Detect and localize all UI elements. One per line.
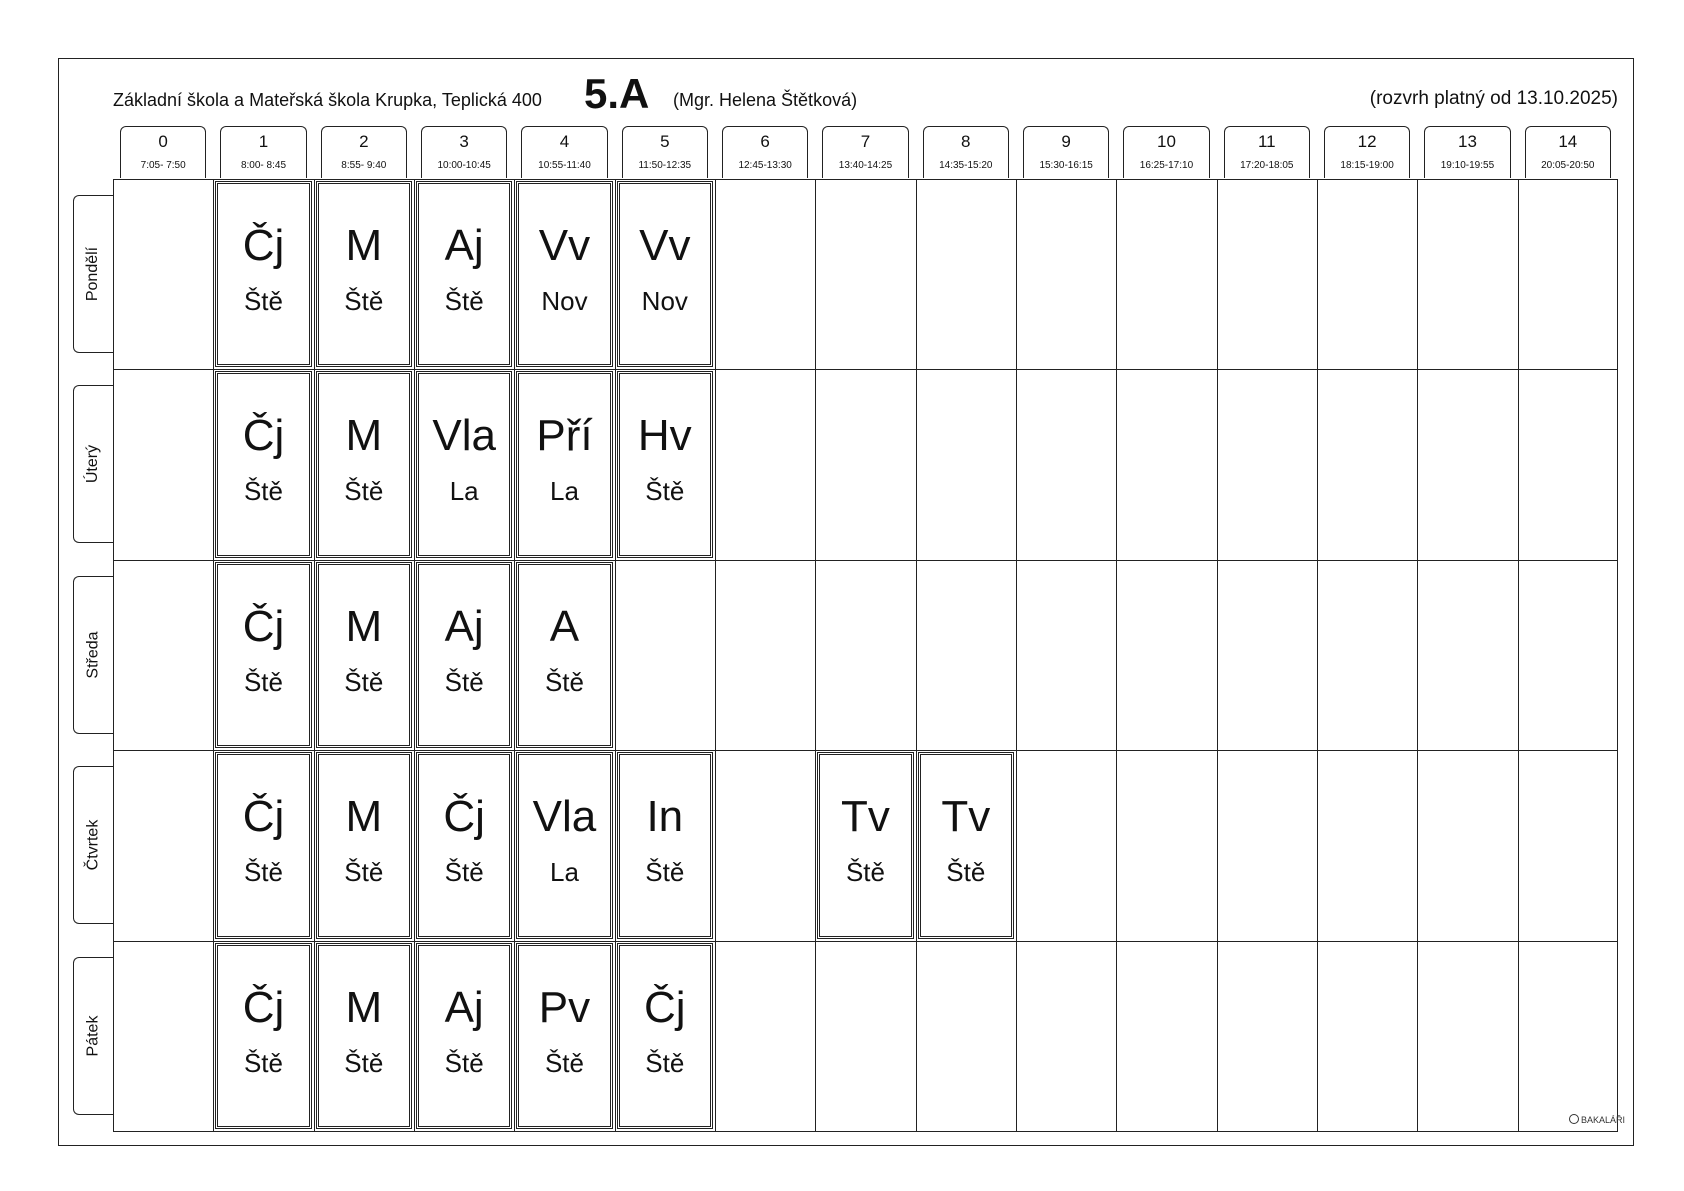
lesson-cell: [516, 752, 612, 938]
lesson-cell: [316, 943, 412, 1129]
lesson-subject: Pv: [538, 982, 591, 1032]
lesson-subject: M: [345, 601, 383, 651]
lesson-subject: Čj: [242, 982, 285, 1032]
grid-column-divider: [314, 180, 315, 1131]
valid-from: (rozvrh platný od 13.10.2025): [1369, 88, 1618, 109]
grid-column-divider: [1217, 180, 1218, 1131]
lesson-cell: [416, 371, 512, 557]
lesson-subject: Vla: [432, 411, 496, 461]
period-number: 12: [1357, 132, 1377, 151]
lesson-teacher: Ště: [243, 857, 283, 888]
bakalari-logo: [1569, 1114, 1625, 1125]
grid-column-divider: [1417, 180, 1418, 1131]
school-name: Základní škola a Mateřská škola Krupka, Teplická 400: [113, 90, 542, 110]
grid-row-divider: [114, 369, 1617, 370]
grid-column-divider: [715, 180, 716, 1131]
period-header-7: [822, 126, 908, 178]
lesson-teacher: Ště: [243, 1047, 283, 1078]
period-number: 3: [459, 132, 469, 151]
period-number: 14: [1558, 132, 1578, 151]
grid-column-divider: [1518, 180, 1519, 1131]
period-time: 10:55-11:40: [538, 160, 591, 171]
lesson-cell: [316, 752, 412, 938]
period-time: 19:10-19:55: [1440, 160, 1495, 171]
logo-text: BAKALÁŘI: [1581, 1115, 1626, 1125]
lesson-cell: [617, 181, 713, 367]
class-name: 5.A: [584, 70, 650, 117]
period-header-0: [120, 126, 206, 178]
lesson-teacher: Ště: [645, 857, 685, 888]
period-time: 8:55- 9:40: [341, 160, 387, 171]
day-tab-2: [73, 576, 113, 734]
lesson-subject: In: [646, 792, 684, 842]
period-number: 1: [258, 132, 269, 151]
lesson-teacher: Ště: [444, 286, 484, 316]
lesson-cell: [516, 562, 612, 748]
lesson-subject: M: [345, 982, 383, 1032]
lesson-subject: Čj: [443, 792, 485, 842]
lesson-teacher: Ště: [344, 286, 384, 316]
lesson-cell: [416, 562, 512, 748]
period-time: 20:05-20:50: [1541, 160, 1595, 171]
lesson-cell: [316, 562, 412, 748]
grid-column-divider: [815, 180, 816, 1131]
day-tab-0: [73, 195, 113, 353]
lesson-cell: [316, 371, 412, 557]
grid-column-divider: [514, 180, 515, 1131]
lesson-subject: Tv: [841, 792, 890, 842]
period-header-13: [1424, 126, 1510, 178]
grid-column-divider: [213, 180, 214, 1131]
lesson-subject: M: [345, 792, 383, 842]
grid-column-divider: [1016, 180, 1017, 1131]
lesson-teacher: Ště: [344, 857, 384, 888]
period-time: 17:20-18:05: [1240, 160, 1294, 171]
lesson-teacher: Ště: [845, 857, 885, 888]
lesson-subject: Pří: [536, 411, 593, 461]
lesson-cell: [516, 181, 612, 367]
lesson-teacher: La: [550, 857, 579, 888]
lesson-teacher: Ště: [243, 476, 283, 507]
lesson-subject: Vla: [532, 792, 597, 842]
lesson-subject: Hv: [637, 411, 692, 461]
period-time: 8:00- 8:45: [240, 160, 287, 171]
lesson-cell: [416, 943, 512, 1129]
lesson-cell: [918, 752, 1014, 938]
period-header-4: [521, 126, 607, 178]
period-header-14: [1525, 126, 1611, 178]
period-number: 13: [1457, 132, 1477, 151]
period-header-5: [622, 126, 708, 178]
day-label: Čtvrtek: [84, 819, 102, 871]
day-tab-1: [73, 385, 113, 543]
lesson-teacher: La: [449, 476, 479, 507]
period-number: 7: [860, 132, 871, 151]
timetable-grid: [113, 179, 1618, 1132]
period-time: 14:35-15:20: [939, 160, 993, 171]
lesson-cell: [617, 371, 713, 557]
lesson-subject: Čj: [242, 411, 285, 461]
period-time: 10:00-10:45: [437, 160, 491, 171]
grid-column-divider: [1317, 180, 1318, 1131]
lesson-teacher: Ště: [645, 476, 685, 507]
lesson-cell: [215, 752, 311, 938]
period-number: 9: [1061, 132, 1071, 151]
period-header-1: [220, 126, 306, 178]
bakalari-logo-icon: [1569, 1114, 1579, 1124]
lesson-teacher: Ště: [444, 1047, 484, 1078]
grid-column-divider: [1116, 180, 1117, 1131]
day-tab-3: [73, 766, 113, 924]
period-header-6: [722, 126, 808, 178]
period-number: 0: [158, 132, 168, 151]
lesson-teacher: Nov: [641, 286, 688, 316]
lesson-subject: Čj: [242, 221, 285, 270]
lesson-teacher: Ště: [544, 666, 584, 697]
class-teacher: (Mgr. Helena Štětková): [673, 90, 858, 110]
grid-row-divider: [114, 941, 1617, 942]
lesson-subject: M: [345, 221, 383, 270]
lesson-cell: [416, 752, 512, 938]
day-label: Pátek: [84, 1015, 102, 1057]
period-time: 7:05- 7:50: [140, 160, 186, 171]
grid-column-divider: [414, 180, 415, 1131]
lesson-teacher: Ště: [344, 476, 384, 507]
lesson-subject: Aj: [444, 982, 484, 1032]
lesson-subject: Čj: [242, 792, 285, 842]
lesson-cell: [215, 943, 311, 1129]
lesson-teacher: Ště: [243, 286, 283, 316]
lesson-subject: Tv: [941, 792, 991, 842]
period-time: 12:45-13:30: [738, 160, 792, 171]
period-number: 11: [1257, 132, 1276, 151]
lesson-cell: [316, 181, 412, 367]
period-header-10: [1123, 126, 1209, 178]
lesson-teacher: Nov: [541, 286, 588, 316]
lesson-subject: Čj: [242, 601, 285, 651]
period-time: 13:40-14:25: [838, 160, 893, 171]
period-number: 5: [660, 132, 670, 151]
lesson-teacher: Ště: [344, 1047, 384, 1078]
lesson-teacher: Ště: [344, 666, 384, 697]
period-number: 4: [559, 132, 570, 151]
period-header-11: [1224, 126, 1310, 178]
lesson-cell: [215, 181, 311, 367]
lesson-subject: Aj: [444, 221, 484, 270]
lesson-cell: [416, 181, 512, 367]
lesson-teacher: Ště: [444, 666, 484, 697]
lesson-subject: Vv: [639, 221, 691, 270]
day-label: Úterý: [84, 445, 102, 484]
lesson-cell: [617, 752, 713, 938]
period-header-9: [1023, 126, 1109, 178]
period-time: 11:50-12:35: [638, 160, 692, 171]
period-header-2: [321, 126, 407, 178]
period-header-8: [923, 126, 1009, 178]
period-number: 8: [961, 132, 971, 151]
lesson-teacher: Ště: [946, 857, 986, 888]
period-header-12: [1324, 126, 1410, 178]
lesson-subject: Čj: [644, 982, 686, 1032]
lesson-teacher: La: [550, 476, 579, 507]
period-number: 6: [760, 132, 770, 151]
grid-row-divider: [114, 560, 1617, 561]
lesson-cell: [516, 943, 612, 1129]
period-header-3: [421, 126, 507, 178]
lesson-teacher: Ště: [444, 857, 484, 888]
lesson-cell: [817, 752, 913, 938]
period-time: 18:15-19:00: [1340, 160, 1394, 171]
period-time: 15:30-16:15: [1039, 160, 1093, 171]
grid-column-divider: [615, 180, 616, 1131]
lesson-subject: Vv: [538, 221, 591, 270]
day-label: Středa: [84, 631, 102, 679]
grid-column-divider: [916, 180, 917, 1131]
lesson-subject: M: [345, 411, 383, 461]
lesson-subject: A: [549, 601, 580, 651]
lesson-cell: [617, 943, 713, 1129]
lesson-cell: [215, 371, 311, 557]
lesson-teacher: Ště: [544, 1047, 584, 1078]
day-tab-4: [73, 957, 113, 1115]
lesson-cell: [215, 562, 311, 748]
lesson-cell: [516, 371, 612, 557]
lesson-subject: Aj: [444, 601, 484, 651]
period-number: 10: [1157, 132, 1176, 151]
period-time: 16:25-17:10: [1139, 160, 1194, 171]
lesson-teacher: Ště: [645, 1047, 685, 1078]
day-label: Pondělí: [84, 246, 102, 302]
lesson-teacher: Ště: [243, 666, 283, 697]
period-number: 2: [359, 132, 369, 151]
grid-row-divider: [114, 750, 1617, 751]
